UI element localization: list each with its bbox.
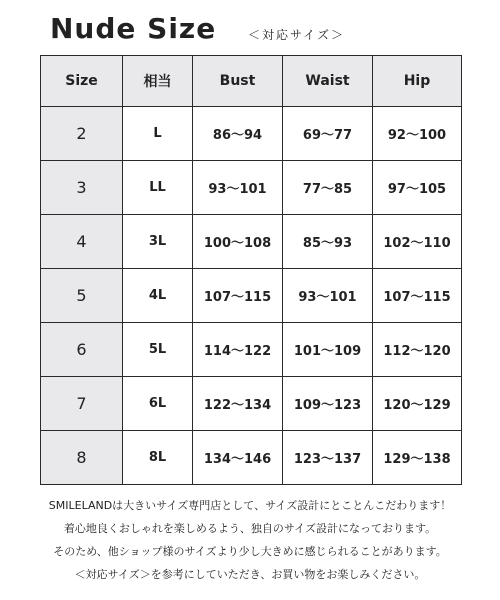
note-line: そのため、他ショップ様のサイズより少し大きめに感じられることがあります。 — [53, 545, 447, 558]
size-cell: 8 — [41, 431, 123, 485]
waist-cell: 85〜93 — [283, 215, 373, 269]
table-header-row — [41, 56, 462, 107]
hip-cell: 97〜105 — [373, 161, 462, 215]
equivalent-cell: 5L — [123, 323, 193, 377]
table-row — [41, 377, 462, 431]
equivalent-cell: L — [123, 107, 193, 161]
equivalent-cell: 3L — [123, 215, 193, 269]
note-line: SMILELANDは大きいサイズ専門店として、サイズ設計にとことんこだわります！ — [48, 499, 452, 512]
size-cell: 5 — [41, 269, 123, 323]
hip-cell: 107〜115 — [373, 269, 462, 323]
table-row — [41, 431, 462, 485]
column-header-hip: Hip — [373, 56, 462, 107]
column-header-size: Size — [41, 56, 123, 107]
bust-cell: 122〜134 — [193, 377, 283, 431]
size-cell: 2 — [41, 107, 123, 161]
waist-cell: 93〜101 — [283, 269, 373, 323]
bust-cell: 134〜146 — [193, 431, 283, 485]
table-row — [41, 107, 462, 161]
size-cell: 3 — [41, 161, 123, 215]
bust-cell: 107〜115 — [193, 269, 283, 323]
size-table — [40, 55, 462, 485]
waist-cell: 77〜85 — [283, 161, 373, 215]
hip-cell: 120〜129 — [373, 377, 462, 431]
page-subtitle: ＜対応サイズ＞ — [248, 28, 346, 42]
page-title: Nude Size — [50, 12, 217, 45]
bust-cell: 114〜122 — [193, 323, 283, 377]
waist-cell: 123〜137 — [283, 431, 373, 485]
table-row — [41, 161, 462, 215]
size-notes — [0, 494, 500, 586]
hip-cell: 102〜110 — [373, 215, 462, 269]
equivalent-cell: 8L — [123, 431, 193, 485]
waist-cell: 109〜123 — [283, 377, 373, 431]
note-line: ＜対応サイズ＞を参考にしていただき、お買い物をお楽しみください。 — [74, 568, 426, 581]
table-row — [41, 323, 462, 377]
size-cell: 7 — [41, 377, 123, 431]
bust-cell: 86〜94 — [193, 107, 283, 161]
equivalent-cell: LL — [123, 161, 193, 215]
size-cell: 6 — [41, 323, 123, 377]
hip-cell: 129〜138 — [373, 431, 462, 485]
column-header-bust: Bust — [193, 56, 283, 107]
table-row — [41, 269, 462, 323]
column-header-equivalent: 相当 — [123, 56, 193, 107]
waist-cell: 69〜77 — [283, 107, 373, 161]
hip-cell: 92〜100 — [373, 107, 462, 161]
equivalent-cell: 6L — [123, 377, 193, 431]
bust-cell: 93〜101 — [193, 161, 283, 215]
waist-cell: 101〜109 — [283, 323, 373, 377]
hip-cell: 112〜120 — [373, 323, 462, 377]
table-row — [41, 215, 462, 269]
column-header-waist: Waist — [283, 56, 373, 107]
equivalent-cell: 4L — [123, 269, 193, 323]
size-cell: 4 — [41, 215, 123, 269]
bust-cell: 100〜108 — [193, 215, 283, 269]
note-line: 着心地良くおしゃれを楽しめるよう、独自のサイズ設計になっております。 — [63, 522, 437, 535]
